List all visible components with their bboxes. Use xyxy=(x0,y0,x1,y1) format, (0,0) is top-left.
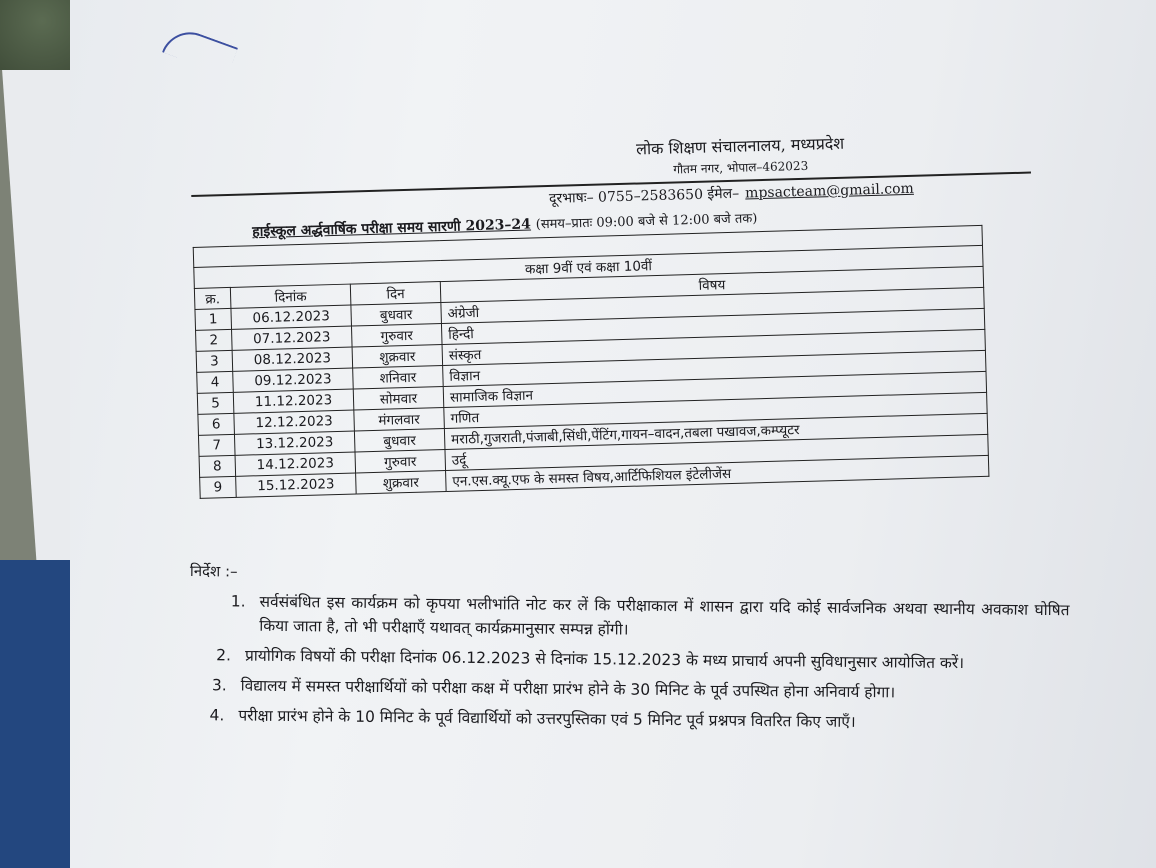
row-day: गुरुवार xyxy=(355,449,446,473)
class-heading: कक्षा 9वीं एवं कक्षा 10वीं xyxy=(194,245,983,288)
row-day: गुरुवार xyxy=(351,324,442,348)
row-subject: उर्दू xyxy=(445,434,988,470)
document-sheet xyxy=(70,0,1156,868)
instruction-number: 1. xyxy=(230,592,246,611)
instruction-number: 4. xyxy=(209,706,225,725)
office-name: लोक शिक्षण संचालनालय, मध्यप्रदेश xyxy=(635,133,845,159)
row-date: 08.12.2023 xyxy=(232,347,353,371)
phone-label: दूरभाषः– xyxy=(548,189,594,207)
pen-mark xyxy=(162,24,238,76)
instruction-number: 2. xyxy=(216,646,232,665)
row-serial: 1 xyxy=(195,308,232,330)
row-serial: 9 xyxy=(200,476,237,498)
email-label: ईमेल– xyxy=(707,185,740,203)
instruction-text: विद्यालय में समस्त परीक्षार्थियों को परीक्षा कक्ष में परीक्षा प्रारंभ होने के 30 मिनिट के पूर्व उपस्थित होना अनिवार्य होगा। xyxy=(240,676,896,702)
row-subject: मराठी,गुजराती,पंजाबी,सिंधी,पेंटिंग,गायन–वादन,तबला पखावज,कम्प्यूटर xyxy=(444,413,987,449)
row-serial: 8 xyxy=(199,455,236,477)
header-serial: क्र. xyxy=(194,287,231,309)
row-date: 11.12.2023 xyxy=(233,389,354,413)
instruction-item xyxy=(198,703,1068,736)
row-day: शनिवार xyxy=(353,366,444,390)
row-subject: संस्कृत xyxy=(442,329,985,365)
row-date: 12.12.2023 xyxy=(234,410,355,434)
row-day: सोमवार xyxy=(353,387,444,411)
row-serial: 2 xyxy=(196,329,233,351)
instruction-item xyxy=(205,643,1069,676)
row-date: 14.12.2023 xyxy=(235,452,356,476)
row-subject: गणित xyxy=(444,392,987,428)
instruction-item xyxy=(219,590,1069,647)
row-date: 13.12.2023 xyxy=(234,431,355,455)
header-subject: विषय xyxy=(440,266,983,302)
phone-number: 0755–2583650 xyxy=(597,186,704,206)
instruction-text: परीक्षा प्रारंभ होने के 10 मिनिट के पूर्व विद्यार्थियों को उत्तरपुस्तिका एवं 5 मिनिट पूर्व प्रश्नपत्र वितरित किए जाएँ। xyxy=(238,706,856,732)
exam-timetable xyxy=(193,225,990,499)
row-subject: सामाजिक विज्ञान xyxy=(443,371,986,407)
row-day: बुधवार xyxy=(351,303,442,327)
row-day: शुक्रवार xyxy=(356,470,447,494)
office-address: गौतम नगर, भोपाल–462023 xyxy=(673,158,809,177)
header-day: दिन xyxy=(350,282,441,306)
row-day: मंगलवार xyxy=(354,408,445,432)
instruction-number: 3. xyxy=(211,676,227,695)
schedule-title-text: हाईस्कूल अर्द्धवार्षिक परीक्षा समय सारणी 2023–24 xyxy=(252,216,532,241)
row-date: 15.12.2023 xyxy=(236,473,357,497)
row-subject: अंग्रेजी xyxy=(441,287,984,323)
row-serial: 6 xyxy=(198,413,235,435)
row-serial: 4 xyxy=(197,371,234,393)
instruction-item xyxy=(201,673,1069,706)
row-subject: विज्ञान xyxy=(443,350,986,386)
email-address: mpsacteam@gmail.com xyxy=(744,180,915,202)
row-subject: हिन्दी xyxy=(441,308,984,344)
row-date: 06.12.2023 xyxy=(231,305,352,329)
row-subject: एन.एस.क्यू.एफ के समस्त विषय,आर्टिफिशियल इंटेलीजेंस xyxy=(446,455,989,491)
instructions-heading: निर्देश :– xyxy=(189,561,238,581)
instruction-text: प्रायोगिक विषयों की परीक्षा दिनांक 06.12.2023 से दिनांक 15.12.2023 के मध्य प्राचार्य अपनी सुविधानुसार आयोजित करें। xyxy=(244,646,965,673)
header-date: दिनांक xyxy=(230,284,351,308)
instruction-text: सर्वसंबंधित इस कार्यक्रम को कृपया भलीभांति नोट कर लें कि परीक्षाकाल में शासन द्वारा यदि कोई सार्वजनिक अथवा स्थानीय अवकाश घोषित किया जाता है, तो भी परीक्षाएँ यथावत् कार्यक्रमानुसार सम्पन्न होंगी। xyxy=(259,592,1070,639)
row-serial: 5 xyxy=(197,392,234,414)
row-date: 07.12.2023 xyxy=(232,326,353,350)
row-date: 09.12.2023 xyxy=(233,368,354,392)
document-header-and-table xyxy=(190,125,1099,499)
instructions-section xyxy=(188,560,1070,737)
row-serial: 7 xyxy=(198,434,235,456)
row-day: बुधवार xyxy=(354,429,445,453)
row-serial: 3 xyxy=(196,350,233,372)
schedule-timing: (समय–प्रातः 09:00 बजे से 12:00 बजे तक) xyxy=(535,211,758,233)
row-day: शुक्रवार xyxy=(352,345,443,369)
